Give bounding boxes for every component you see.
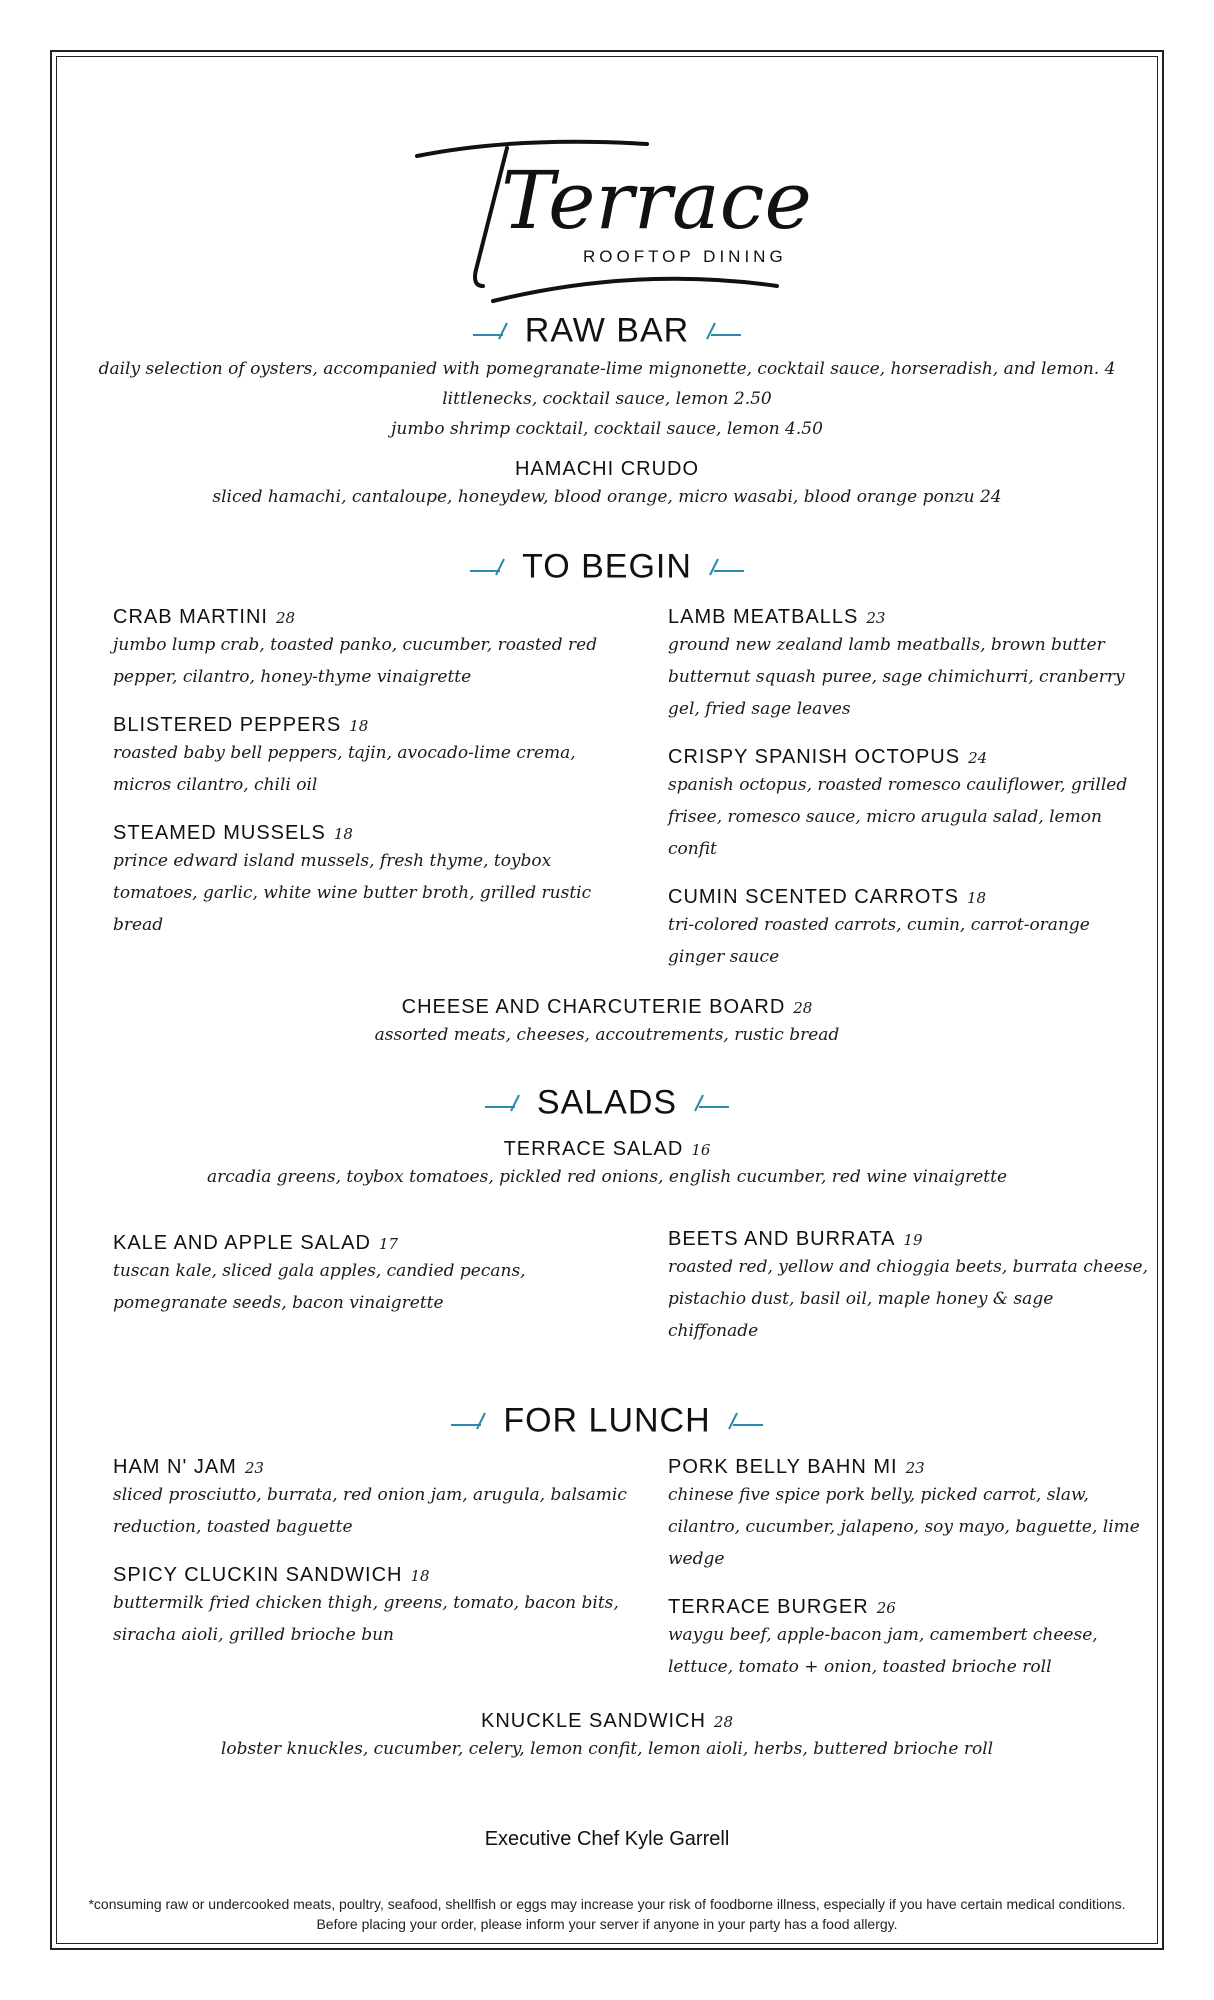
heading-right-ornament-icon [691,1093,729,1113]
item-price: 23 [244,1459,264,1477]
item-price: 28 [713,1713,733,1731]
item-desc: roasted red, yellow and chioggia beets, burrata cheese, pistachio dust, basil oil, maple honey & sage chiffonade [668,1257,1148,1341]
item-price: 16 [691,1141,711,1159]
raw-bar-line: daily selection of oysters, accompanied with pomegranate-lime mignonette, cocktail sauce, horseradish, and lemon. 4 [98,359,1116,379]
item-price: 18 [967,889,987,907]
heading-right-ornament-icon [725,1411,763,1431]
menu-item [668,886,1148,973]
item-desc: chinese five spice pork belly, picked carrot, slaw, cilantro, cucumber, jalapeno, soy mayo, baguette, lime wedge [668,1485,1140,1569]
menu-item [668,746,1148,865]
item-name: TERRACE BURGER [668,1596,869,1618]
item-name: STEAMED MUSSELS [113,822,326,844]
item-name: HAMACHI CRUDO [514,458,700,480]
item-desc: roasted baby bell peppers, tajin, avocado-lime crema, micros cilantro, chili oil [113,743,576,795]
item-name: LAMB MEATBALLS [668,606,859,628]
for-lunch-heading [56,1400,1158,1441]
item-desc: tri-colored roasted carrots, cumin, carrot-orange ginger sauce [668,915,1090,967]
item-name: BEETS AND BURRATA [668,1228,896,1250]
allergy-disclaimer: *consuming raw or undercooked meats, poultry, seafood, shellfish or eggs may increase your risk of foodborne illness, especially if you have certain medical conditions. Before placing your order, please inform your server if anyone in your party has a food allergy. [88,1896,1126,1932]
item-desc: ground new zealand lamb meatballs, brown butter butternut squash puree, sage chimichurri, cranberry gel, fried sage leaves [668,635,1125,719]
item-price: 24 [968,749,988,767]
item-price: 26 [876,1599,896,1617]
heading-right-ornament-icon [706,557,744,577]
logo-name: Terrace [501,154,812,247]
menu-item [113,822,633,941]
menu-item [668,1456,1148,1575]
item-price: 23 [866,609,886,627]
knuckle-sandwich [56,1710,1158,1765]
logo-tagline: ROOFTOP DINING [583,247,787,266]
item-name: BLISTERED PEPPERS [113,714,342,736]
menu-page [56,56,1158,1944]
item-price: 23 [905,1459,925,1477]
item-name: KALE AND APPLE SALAD [113,1232,371,1254]
raw-bar-lines [56,354,1158,444]
item-price: 28 [275,609,296,627]
charcuterie-board [56,996,1158,1051]
menu-item [668,1596,1148,1683]
executive-chef: Executive Chef Kyle Garrell [484,1828,730,1850]
item-price: 19 [903,1231,923,1249]
item-price: 18 [349,717,369,735]
item-desc: arcadia greens, toybox tomatoes, pickled red onions, english cucumber, red wine vinaigrette [206,1167,1008,1187]
raw-bar-heading [56,310,1158,351]
item-desc: waygu beef, apple-bacon jam, camembert cheese, lettuce, tomato + onion, toasted brioche roll [668,1625,1098,1677]
item-desc: sliced prosciutto, burrata, red onion jam, arugula, balsamic reduction, toasted baguette [113,1485,627,1537]
menu-item [113,1456,633,1543]
item-name: CRISPY SPANISH OCTOPUS [668,746,961,768]
item-name: CHEESE AND CHARCUTERIE BOARD [401,996,786,1018]
item-name: PORK BELLY BAHN MI [668,1456,898,1478]
item-desc: assorted meats, cheeses, accoutrements, rustic bread [374,1025,840,1045]
item-desc: sliced hamachi, cantaloupe, honeydew, blood orange, micro wasabi, blood orange ponzu 24 [212,487,1002,507]
item-desc: lobster knuckles, cucumber, celery, lemon confit, lemon aioli, herbs, buttered brioche roll [220,1739,994,1759]
item-desc: prince edward island mussels, fresh thyme, toybox tomatoes, garlic, white wine butter broth, grilled rustic bread [113,851,592,935]
item-name: HAM N' JAM [113,1456,237,1478]
item-desc: tuscan kale, sliced gala apples, candied pecans, pomegranate seeds, bacon vinaigrette [113,1261,526,1313]
terrace-logo-graphic [397,96,817,326]
menu-item [113,1564,633,1651]
menu-item [668,1228,1148,1347]
to-begin-title: TO BEGIN [522,547,692,586]
heading-left-ornament-icon [470,557,508,577]
raw-bar-title: RAW BAR [524,311,690,350]
for-lunch-title: FOR LUNCH [503,1401,711,1440]
menu-item [113,1232,633,1319]
heading-left-ornament-icon [451,1411,489,1431]
item-name: CUMIN SCENTED CARROTS [668,886,960,908]
logo [56,96,1158,326]
item-desc: buttermilk fried chicken thigh, greens, tomato, bacon bits, siracha aioli, grilled brioche bun [113,1593,619,1645]
salads-title: SALADS [536,1083,678,1122]
heading-right-ornament-icon [703,321,741,341]
hamachi-crudo [56,458,1158,513]
item-desc: jumbo lump crab, toasted panko, cucumber, roasted red pepper, cilantro, honey-thyme vinaigrette [113,635,598,687]
item-desc: spanish octopus, roasted romesco cauliflower, grilled frisee, romesco sauce, micro arugula salad, lemon confit [668,775,1128,859]
to-begin-heading [56,546,1158,587]
item-name: CRAB MARTINI [113,606,268,628]
raw-bar-line: jumbo shrimp cocktail, cocktail sauce, lemon 4.50 [391,419,823,439]
raw-bar-line: littlenecks, cocktail sauce, lemon 2.50 [442,389,772,409]
item-price: 17 [378,1235,398,1253]
heading-left-ornament-icon [485,1093,523,1113]
item-name: KNUCKLE SANDWICH [480,1710,706,1732]
item-price: 28 [793,999,813,1017]
item-price: 18 [410,1567,430,1585]
menu-item [668,606,1148,725]
terrace-salad [56,1138,1158,1193]
heading-left-ornament-icon [473,321,511,341]
item-price: 18 [333,825,353,843]
menu-item [113,714,633,801]
item-name: SPICY CLUCKIN SANDWICH [113,1564,403,1586]
menu-item [113,606,633,693]
salads-heading [56,1082,1158,1123]
item-name: TERRACE SALAD [503,1138,684,1160]
